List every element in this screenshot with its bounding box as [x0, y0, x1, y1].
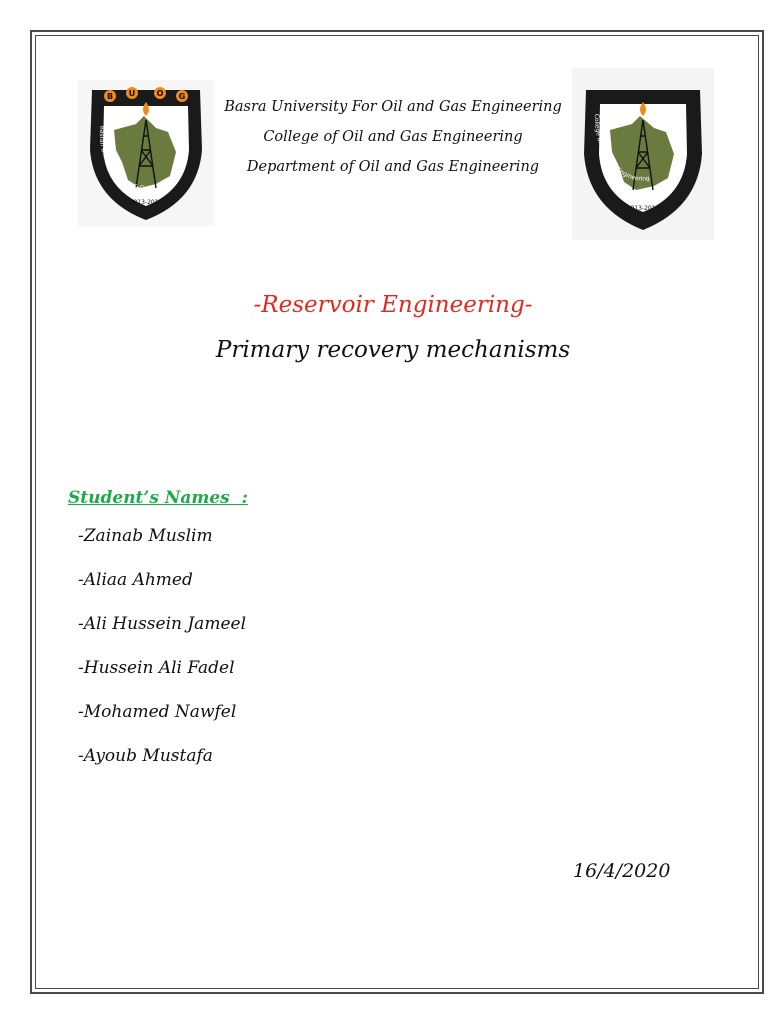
- logo-right-ring-text: College of Oil & Gas Engineering: [592, 113, 651, 183]
- course-title: -Reservoir Engineering-: [253, 292, 533, 318]
- logo-letter-g: G: [178, 92, 186, 101]
- college-logo-right: [572, 68, 714, 240]
- university-name: Basra University For Oil and Gas Engineering: [224, 99, 562, 115]
- student-name: -Ayoub Mustafa: [78, 746, 213, 766]
- institution-header: [214, 94, 572, 184]
- logo-left-year: 2013-2014: [129, 199, 163, 206]
- document-title: Primary recovery mechanisms: [215, 337, 571, 363]
- student-name: -Zainab Muslim: [78, 526, 213, 546]
- student-name: -Hussein Ali Fadel: [78, 658, 235, 678]
- students-list: [78, 523, 246, 787]
- student-name: -Ali Hussein Jameel: [78, 614, 246, 634]
- college-name: College of Oil and Gas Engineering: [263, 129, 523, 145]
- students-heading: Student’s Names :: [68, 488, 248, 508]
- logo-left-ring-text: Basrah University for Oil & Gas: [97, 125, 151, 193]
- logo-right-year: 2013-2014: [626, 205, 660, 212]
- submission-date: 16/4/2020: [573, 860, 671, 882]
- student-name: -Aliaa Ahmed: [78, 570, 193, 590]
- logo-letter-u: U: [128, 89, 136, 98]
- university-logo-left: [78, 80, 214, 226]
- department-name: Department of Oil and Gas Engineering: [246, 159, 540, 175]
- student-name: -Mohamed Nawfel: [78, 702, 237, 722]
- logo-letter-b: B: [106, 92, 114, 101]
- logo-letter-o: O: [156, 89, 164, 98]
